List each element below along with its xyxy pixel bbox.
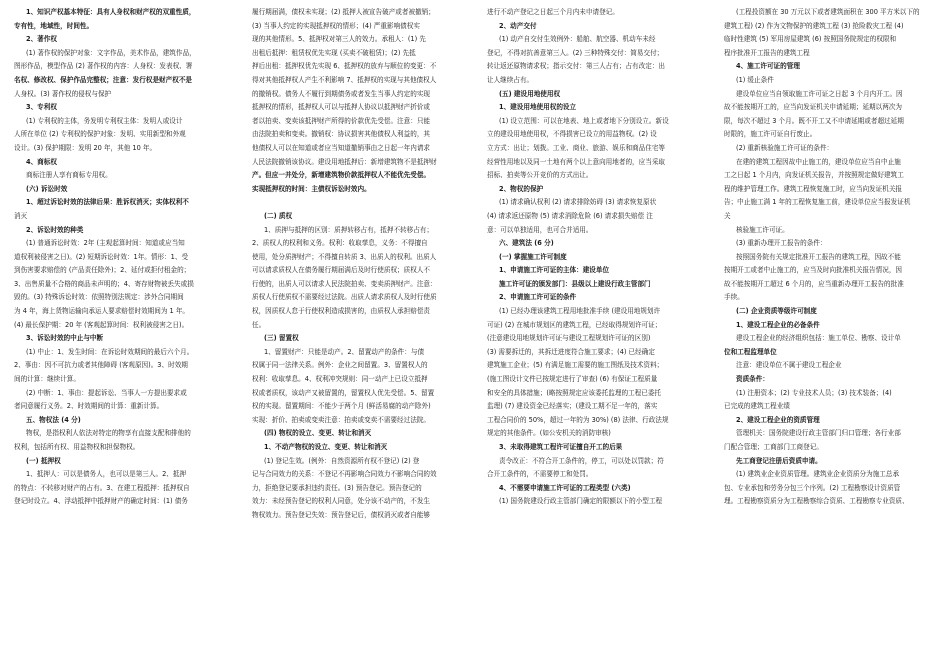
text-line: (工程投资额在 30 万元以下或者建筑面积在 300 平方米以下的 bbox=[736, 8, 920, 16]
text-column-2 bbox=[252, 6, 474, 672]
text-line: 监理) (7) 建设资金已经落实；(建设工期不足一年的，落实 bbox=[487, 402, 658, 411]
text-line: 的特点：不转移对财产的占有。3、在建工程抵押：抵押权自 bbox=[14, 483, 190, 492]
text-line: 3、诉讼时效的中止与中断 bbox=[26, 334, 104, 343]
text-line: (4) 请求返还原物 (5) 请求消除危险 (6) 请求损失赔偿 注 bbox=[487, 211, 653, 220]
text-line: 产。但应一并处分，新增建筑物价款抵押权人不能优先受偿。 bbox=[252, 171, 431, 180]
text-line: 权或者质权，该动产又被留置的，留置权人优先受偿。5、留置 bbox=[252, 388, 435, 397]
text-line: 1、建设工程企业的必备条件 bbox=[736, 320, 820, 329]
text-line: 为 4 年，海上货物运输向承运人要求赔偿时效期间为 1 年。 bbox=[14, 307, 190, 316]
text-line: 五、物权法 (4 分) bbox=[26, 415, 81, 424]
text-line: (1) 著作权的保护对象：文字作品，美术作品，建筑作品， bbox=[26, 48, 196, 57]
text-line: 故不能按期开工的，应当向发证机关申请延期；延期以两次为 bbox=[724, 103, 903, 112]
text-line: (1) 普通诉讼时效：2年 (主观起算时间：知道或应当知 bbox=[26, 239, 185, 248]
text-line: 按照国务院有关规定批准开工报告的建筑工程，因故不能 bbox=[736, 252, 901, 261]
text-line: 1、抵押人：可以是债务人，也可以是第三人。2、抵押 bbox=[26, 470, 187, 479]
text-line: (1) 建筑业企业资质管理。建筑业企业资质分为施工总承 bbox=[736, 470, 900, 479]
text-line: 程的维护管理工作。建筑工程恢复施工时，应当向发证机关报 bbox=[724, 184, 903, 193]
text-line: 由法院拍卖和变卖。撤销权：协议损害其他债权人利益的，其 bbox=[252, 130, 431, 139]
text-line: 建设工程企业的经济组织包括：施工单位、勘察、设计单 bbox=[736, 334, 901, 343]
text-line: 经营性用地以及同一土地有两个以上意向用地者的，应当采取 bbox=[487, 157, 666, 166]
text-line: (六) 诉讼时效 bbox=[26, 184, 68, 193]
text-line: 登记，不得对抗善意第三人。(2) 三种特殊交付：简易交付； bbox=[487, 48, 664, 57]
text-line: (二) 质权 bbox=[264, 211, 293, 220]
text-line: 物权，是指权利人依法对特定的物享有直接支配和排他的 bbox=[26, 429, 191, 438]
text-line: 1、超过诉讼时效的法律后果：胜诉权消灭；实体权利不 bbox=[26, 198, 189, 207]
text-line: 意：可以单独适用，也可合并适用。 bbox=[487, 225, 593, 234]
text-line: 消灭 bbox=[14, 211, 28, 220]
text-line: 3、出售质量不合格的商品未声明的；4、寄存财物被丢失或损 bbox=[14, 279, 194, 288]
text-line: (1) 已经办理该建筑工程用地批准手续 (建设用地规划许 bbox=[499, 307, 661, 316]
text-line: 在建的建筑工程因故中止施工的，建设单位应当自中止施 bbox=[736, 157, 901, 166]
text-line: 3、专利权 bbox=[26, 103, 57, 112]
text-line: 2、著作权 bbox=[26, 35, 57, 44]
text-line: 责令改正：不符合开工条件的，停工，可以处以罚款；符 bbox=[499, 456, 664, 465]
text-line: 出租后抵押：租赁权优先实现 (买卖不破租赁)；(2) 先抵 bbox=[252, 48, 416, 57]
text-line: 专有性，地域性，时间性。 bbox=[14, 21, 94, 30]
text-line: 建设单位应当自领取施工许可证之日起 3 个月内开工。因 bbox=[736, 89, 903, 98]
text-line: 设计。(3) 保护期限：发明 20 年，其他 10 年。 bbox=[14, 143, 157, 152]
text-line: 人所在单位 (2) 专利权的保护对象：发明、实用新型和外观 bbox=[14, 130, 186, 139]
text-line: 可证) (2) 在城市规划区的建筑工程，已经取得规划许可证； bbox=[487, 320, 662, 329]
text-column-3 bbox=[487, 6, 711, 672]
text-line: (1) 设立范围：可以在地表、地上或者地下分别设立。新设 bbox=[499, 116, 669, 125]
text-line: (1) 动产自交付生效例外：船舶、航空器、机动车未经 bbox=[499, 35, 656, 44]
text-line: 者同意履行义务。2、时效期间的计算：重新计算。 bbox=[14, 402, 164, 411]
text-line: 立方式：出让；划拨。工业、商业、旅游、娱乐和商品住宅等 bbox=[487, 143, 666, 152]
text-line: 名权、修改权、保护作品完整权；注意：发行权是财产权不是 bbox=[14, 75, 193, 84]
text-line: 毁的。(3) 特殊诉讼时效：依照特别法规定：涉外合同期间 bbox=[14, 293, 184, 302]
text-line: 管理机关：国务院建设行政主管部门归口管理；各行业部 bbox=[736, 429, 901, 438]
text-line: 1、不动产物权的设立、变更、转让和消灭 bbox=[264, 443, 388, 451]
text-line: 2、物权的保护 bbox=[499, 184, 544, 193]
text-line: 立的建设用地使用权，不得损害已设立的用益物权。(2) 设 bbox=[487, 130, 657, 139]
text-line: 位和工程监理单位 bbox=[724, 347, 777, 356]
text-line: (二) 企业资质等级许可制度 bbox=[736, 307, 817, 316]
text-line: 道权利被侵害之日)。(2) 短期诉讼时效：1年。情形：1、受 bbox=[14, 252, 189, 261]
text-line: 1、质押与抵押的区别：质押转移占有，抵押不转移占有； bbox=[264, 225, 434, 234]
text-line: 商标注册人享有商标专用权。 bbox=[26, 171, 112, 180]
text-line: 关 bbox=[724, 211, 731, 220]
text-line: 1、知识产权基本特征：具有人身权和财产权的双重性质， bbox=[26, 8, 196, 16]
text-line: 故不能按期开工超过 6 个月的，应当重新办理开工报告的批准 bbox=[724, 279, 904, 288]
text-line: (一) 抵押权 bbox=[26, 456, 61, 465]
text-line: 得对其他抵押权人产生不利影响 7、抵押权的实现与其他债权人 bbox=[252, 75, 437, 84]
text-line: 包、专业承包和劳务分包三个序列。(2) 工程勘察设计资质管 bbox=[724, 483, 901, 492]
text-line: 力，拒绝登记要承担违约责任。(3) 预告登记。预告登记的 bbox=[252, 483, 422, 492]
text-line: 使用，处分质押财产；不得擅自转质 3、出质人的权利。出质人 bbox=[252, 252, 437, 261]
text-line: 效力：未经预告登记的权利人同意，处分该不动产的，不发生 bbox=[252, 497, 431, 506]
text-line: 告；中止施工满 1 年的工程恢复施工前，建设单位应当报发证机 bbox=[724, 198, 911, 207]
text-line: (1) 专利权的主体，务发明专利权主体：发明人或设计 bbox=[26, 116, 183, 125]
text-line: (1) 中止：1、发生时间：在诉讼时效期间的最后六个月。 bbox=[26, 347, 194, 356]
text-column-4 bbox=[724, 6, 944, 672]
text-line: 任。 bbox=[252, 320, 266, 329]
text-line: 物权效力。预告登记失效：预告登记后，债权消灭或者自能够 bbox=[252, 510, 431, 519]
text-line: 3、未取得建筑工程许可证擅自开工的后果 bbox=[499, 443, 623, 451]
text-line: (三) 留置权 bbox=[264, 334, 299, 343]
text-line: (五) 建设用地使用权 bbox=[499, 89, 561, 98]
text-line: (四) 物权的设立、变更、转让和消灭 bbox=[264, 429, 372, 438]
text-line: 4、施工许可证的管理 bbox=[736, 62, 800, 71]
text-line: (3) 需要拆迁的，其拆迁进度符合施工要求；(4) 已经确定 bbox=[487, 347, 655, 356]
text-line: 2、申请施工许可证的条件 bbox=[499, 293, 577, 302]
text-line: 4、商标权 bbox=[26, 157, 57, 166]
text-line: 抵押权的情形，抵押权人可以与抵押人协议以抵押财产折价或 bbox=[252, 103, 431, 112]
text-line: (1) 登记生效。(例外：自然资源所有权不登记) (2) 登 bbox=[264, 456, 420, 465]
text-line: 转让返还原物请求权；指示交付：第三人占有；占有改定：出 bbox=[487, 62, 666, 71]
text-line: 可以请求质权人在债务履行期届满后及时行使质权；质权人不 bbox=[252, 266, 431, 275]
text-line: 先工商登记注册后资质申请。 bbox=[736, 456, 822, 465]
text-line: (2) 重新核验施工许可证的条件： bbox=[736, 143, 834, 152]
text-line: 登记时设立。4、浮动抵押中抵押财产的确定时间：(1) 债务 bbox=[14, 497, 188, 506]
text-line: (1) 国务院建设行政主管部门确定的限额以下的小型工程 bbox=[499, 497, 663, 506]
text-line: 六、建筑法 (6 分) bbox=[499, 239, 554, 248]
text-line: 图形作品，模型作品 (2) 著作权的内容：人身权：发表权、署 bbox=[14, 62, 193, 71]
text-line: 施工许可证的颁发部门：县级以上建设行政主管部门 bbox=[499, 279, 651, 288]
text-line: 权利：收取孳息。4、权利冲突规则：同一动产上已设立抵押 bbox=[252, 375, 428, 384]
text-line: 规定的其他条件。(如公安机关的消防审核) bbox=[487, 429, 611, 438]
text-line: (3) 重新办理开工报告的条件： bbox=[736, 239, 827, 248]
text-line: (注意建设用地规划许可证与建设工程规划许可证的区别) bbox=[487, 334, 651, 343]
text-line: 注意：建设单位不属于建设工程企业 bbox=[736, 361, 842, 370]
text-line: 押后出租：抵押权优先实现 6、抵押权的放弃与顺位的变更：不 bbox=[252, 62, 437, 71]
text-line: 人身权。(3) 著作权的侵权与保护 bbox=[14, 89, 112, 98]
text-line: 1、建设用地使用权的设立 bbox=[499, 103, 577, 112]
text-line: 质权人行使质权不需要经过法院。出质人请求质权人及时行使质 bbox=[252, 293, 437, 302]
text-line: 2、动产交付 bbox=[499, 21, 537, 30]
text-line: 人民法院撤销该协议。建设用地抵押后：新增建筑物不是抵押财 bbox=[252, 157, 437, 166]
text-line: (一) 掌握施工许可制度 bbox=[499, 252, 567, 261]
text-line: 时限的，施工许可证自行废止。 bbox=[724, 130, 817, 139]
text-line: 建筑施工企业；(5) 有满足施工需要的施工图纸及技术资料； bbox=[487, 361, 664, 370]
text-line: 他债权人可以在知道或者应当知道撤销事由之日起一年内请求 bbox=[252, 143, 431, 152]
text-line: 行使的，出质人可以请求人民法院拍卖、变卖质押财产。注意： bbox=[252, 279, 437, 288]
text-line: 2、质权人的权利和义务。权利：收取孳息，义务：不得擅自 bbox=[252, 239, 428, 248]
text-line: (1) 缓止条件 bbox=[736, 75, 774, 84]
text-line bbox=[252, 196, 474, 210]
text-line: 按期开工或者中止施工的，应当及时向批准机关报告情况，因 bbox=[724, 266, 903, 275]
text-line: 现的其他情形。5、抵押权对第三人的效力。承租人：(1) 先 bbox=[252, 35, 426, 44]
text-line: 工程合同价的 50%，超过一年的为 30%) (8) 法律、行政法规 bbox=[487, 415, 669, 424]
text-line: (4) 最长保护期：20 年 (客观起算时间：权利被侵害之日)。 bbox=[14, 320, 189, 329]
text-line: (3) 当事人约定的实现抵押权的情形；(4) 严重影响债权实 bbox=[252, 21, 420, 30]
text-line: 程序批准开工报告的建筑工程 bbox=[724, 48, 810, 57]
text-line: 进行不动产登记之日起三个月内未申请登记。 bbox=[487, 8, 619, 16]
text-line: 手续。 bbox=[724, 293, 744, 302]
text-line: 2、事由：因不可抗力或者其他障碍 (客观原因)。3、时效期 bbox=[14, 361, 188, 370]
text-line: 让人继续占有。 bbox=[487, 75, 534, 84]
text-line: 权的实现。留置期间：不能少于两个月 (鲜活易腐的动产除外) bbox=[252, 402, 431, 411]
text-line: 者以拍卖、变卖该抵押财产所得的价款优先受偿。注意：只能 bbox=[252, 116, 431, 125]
text-line: 1、申请施工许可证的主体：建设单位 bbox=[499, 266, 610, 275]
text-line: (1) 请求确认权利 (2) 请求排除妨碍 (3) 请求恢复原状 bbox=[499, 198, 657, 207]
text-line: 权，因质权人怠于行使权利造成损害的，由质权人承担赔偿责 bbox=[252, 307, 431, 316]
text-line: 招标、拍卖等公开竞价的方式出让。 bbox=[487, 171, 593, 180]
text-line: 工之日起 1 个月内，向发证机关报告，并按照规定做好建筑工 bbox=[724, 171, 904, 180]
text-line: 资质条件： bbox=[736, 375, 769, 384]
text-line: 的撤销权。债务人不履行到期债务或者发生当事人约定的实现 bbox=[252, 89, 431, 98]
text-line: 实现：折价、拍卖或变卖注意：拍卖或变卖不需要经过法院。 bbox=[252, 415, 431, 424]
text-line: 2、建设工程企业的资质管理 bbox=[736, 415, 820, 424]
text-line: 记与合同效力的关系：不登记不再影响合同效力不影响合同的效 bbox=[252, 470, 437, 479]
text-line: (1) 注册资本；(2) 专业技术人员；(3) 技术装备；(4) bbox=[736, 388, 892, 397]
text-line: (2) 中断：1、事由：提起诉讼、当事人一方提出要求或 bbox=[26, 388, 187, 397]
text-line: 权属于同一法律关系。例外：企业之间留置。3、留置权人的 bbox=[252, 361, 428, 370]
text-line: 2、诉讼时效的种类 bbox=[26, 225, 84, 234]
text-line: 临时性建筑 (5) 军用房屋建筑 (6) 按照国务院规定的权限和 bbox=[724, 35, 897, 44]
text-line: 4、不需要申请施工许可证的工程类型 (六类) bbox=[499, 483, 631, 492]
text-line: 建筑工程) (2) 作为文物保护的建筑工程 (3) 抢险救灾工程 (4) bbox=[724, 21, 904, 30]
text-line: 间的计算：继续计算。 bbox=[14, 375, 80, 384]
text-line: 核验施工许可证。 bbox=[736, 225, 789, 234]
text-line: 限，每次不超过 3 个月。既不开工又不申请延期或者超过延期 bbox=[724, 116, 904, 125]
text-line: 1、留置财产：只能是动产。2、留置动产的条件：与债 bbox=[264, 347, 425, 356]
text-line: 理。工程勘察资质分为工程勘察综合资质、工程勘察专业资质、 bbox=[724, 497, 909, 506]
text-line: 已完成的建筑工程业绩 bbox=[724, 402, 790, 411]
text-line: 和安全的具体措施；(略按照规定应该委托监理的工程已委托 bbox=[487, 388, 662, 397]
text-line: 到伤害要求赔偿的 (产品责任除外)；2、延付或拒付租金的； bbox=[14, 266, 191, 275]
text-line: 履行期届满，债权未实现；(2) 抵押人被宣告破产或者被撤销； bbox=[252, 8, 435, 16]
text-line: 合开工条件的，不需要停工和处罚。 bbox=[487, 470, 593, 479]
text-column-1 bbox=[14, 6, 239, 672]
text-line: 门配合管理；工商部门工商登记。 bbox=[724, 443, 823, 451]
text-line: 权利，包括所有权、用益物权和担保物权。 bbox=[14, 443, 140, 451]
text-line: 实现抵押权的时间：主债权诉讼时效内。 bbox=[252, 184, 371, 193]
text-line: (施工图设计文件已按规定进行了审查) (6) 有保证工程质量 bbox=[487, 375, 658, 384]
